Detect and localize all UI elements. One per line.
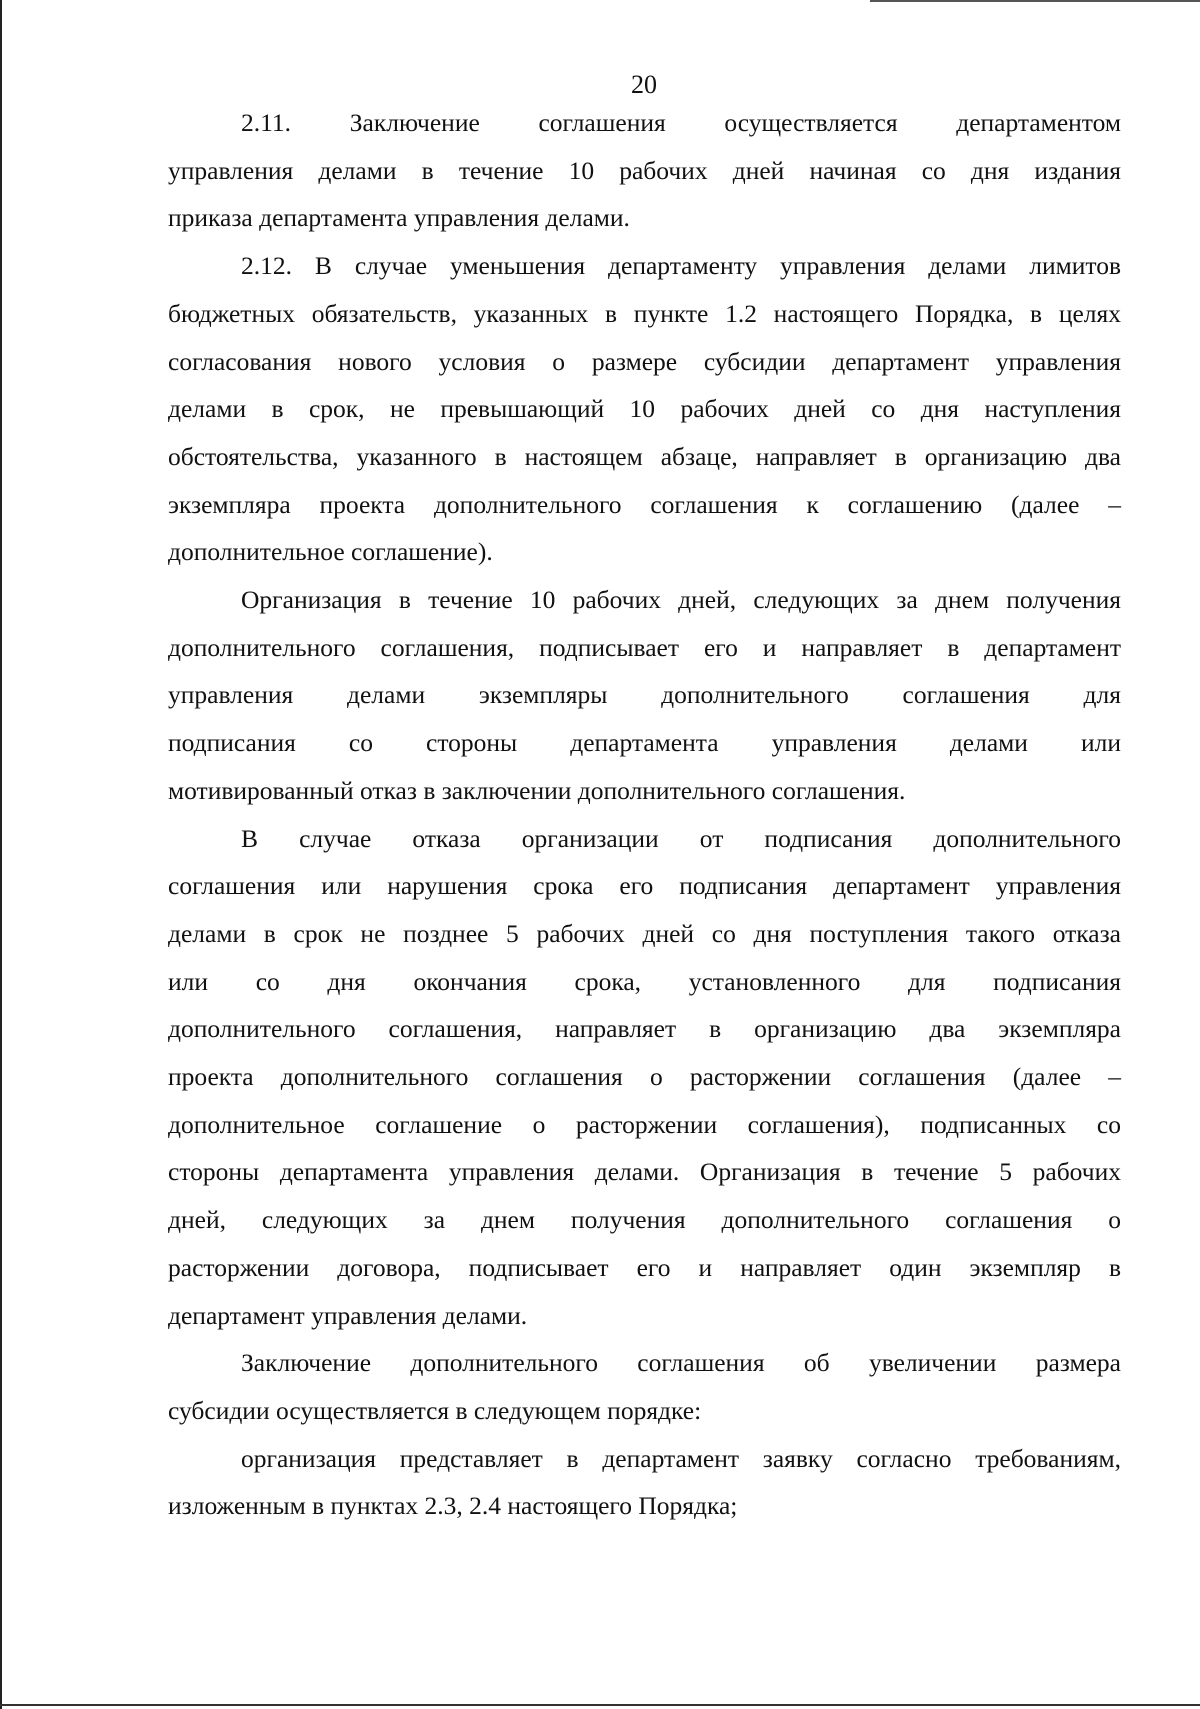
- paragraph: [168, 242, 1121, 576]
- text-line: дополнительного соглашения, направляет в организацию два экземпляра: [168, 1014, 1121, 1044]
- document-body: [168, 99, 1121, 1530]
- scan-edge-left: [0, 0, 2, 1709]
- scan-edge-top: [870, 0, 1200, 2]
- text-line: приказа департамента управления делами.: [168, 203, 630, 233]
- text-line: Организация в течение 10 рабочих дней, следующих за днем получения: [241, 585, 1121, 615]
- text-line: расторжении договора, подписывает его и направляет один экземпляр в: [168, 1252, 1121, 1282]
- text-line: экземпляра проекта дополнительного соглашения к соглашению (далее –: [168, 489, 1121, 519]
- text-line: или со дня окончания срока, установленного для подписания: [168, 966, 1121, 996]
- text-line: мотивированный отказ в заключении дополнительного соглашения.: [168, 775, 906, 805]
- text-line: дополнительное соглашение о расторжении соглашения), подписанных со: [168, 1109, 1121, 1139]
- text-line: проекта дополнительного соглашения о расторжении соглашения (далее –: [168, 1062, 1121, 1092]
- text-line: изложенным в пунктах 2.3, 2.4 настоящего Порядка;: [168, 1491, 738, 1521]
- text-line: соглашения или нарушения срока его подписания департамент управления: [168, 871, 1121, 901]
- text-line: 2.12. В случае уменьшения департаменту управления делами лимитов: [241, 251, 1121, 281]
- paragraph: [168, 576, 1121, 815]
- text-line: дополнительного соглашения, подписывает его и направляет в департамент: [168, 632, 1121, 662]
- text-line: бюджетных обязательств, указанных в пункте 1.2 настоящего Порядка, в целях: [168, 298, 1121, 328]
- page-number: 20: [631, 70, 657, 99]
- text-line: управления делами в течение 10 рабочих дней начиная со дня издания: [168, 155, 1121, 185]
- text-line: делами в срок не позднее 5 рабочих дней со дня поступления такого отказа: [168, 918, 1121, 948]
- paragraph: [168, 1339, 1121, 1434]
- text-line: стороны департамента управления делами. Организация в течение 5 рабочих: [168, 1157, 1121, 1187]
- text-line: согласования нового условия о размере субсидии департамент управления: [168, 346, 1121, 376]
- text-line: дополнительное соглашение).: [168, 537, 493, 567]
- text-line: департамент управления делами.: [168, 1300, 528, 1330]
- text-line: управления делами экземпляры дополнительного соглашения для: [168, 680, 1121, 710]
- text-line: 2.11. Заключение соглашения осуществляется департаментом: [241, 108, 1121, 137]
- text-line: Заключение дополнительного соглашения об увеличении размера: [241, 1348, 1121, 1378]
- scan-edge-bottom: [0, 1704, 1200, 1706]
- text-line: субсидии осуществляется в следующем порядке:: [168, 1395, 702, 1425]
- paragraph: [168, 1435, 1121, 1530]
- text-line: обстоятельства, указанного в настоящем абзаце, направляет в организацию два: [168, 441, 1121, 471]
- paragraph: [168, 99, 1121, 242]
- text-line: дней, следующих за днем получения дополнительного соглашения о: [168, 1205, 1121, 1235]
- text-line: организация представляет в департамент заявку согласно требованиям,: [241, 1443, 1121, 1473]
- paragraph: [168, 815, 1121, 1340]
- text-line: подписания со стороны департамента управления делами или: [168, 728, 1121, 758]
- text-line: делами в срок, не превышающий 10 рабочих дней со дня наступления: [168, 394, 1121, 424]
- text-line: В случае отказа организации от подписания дополнительного: [241, 823, 1121, 853]
